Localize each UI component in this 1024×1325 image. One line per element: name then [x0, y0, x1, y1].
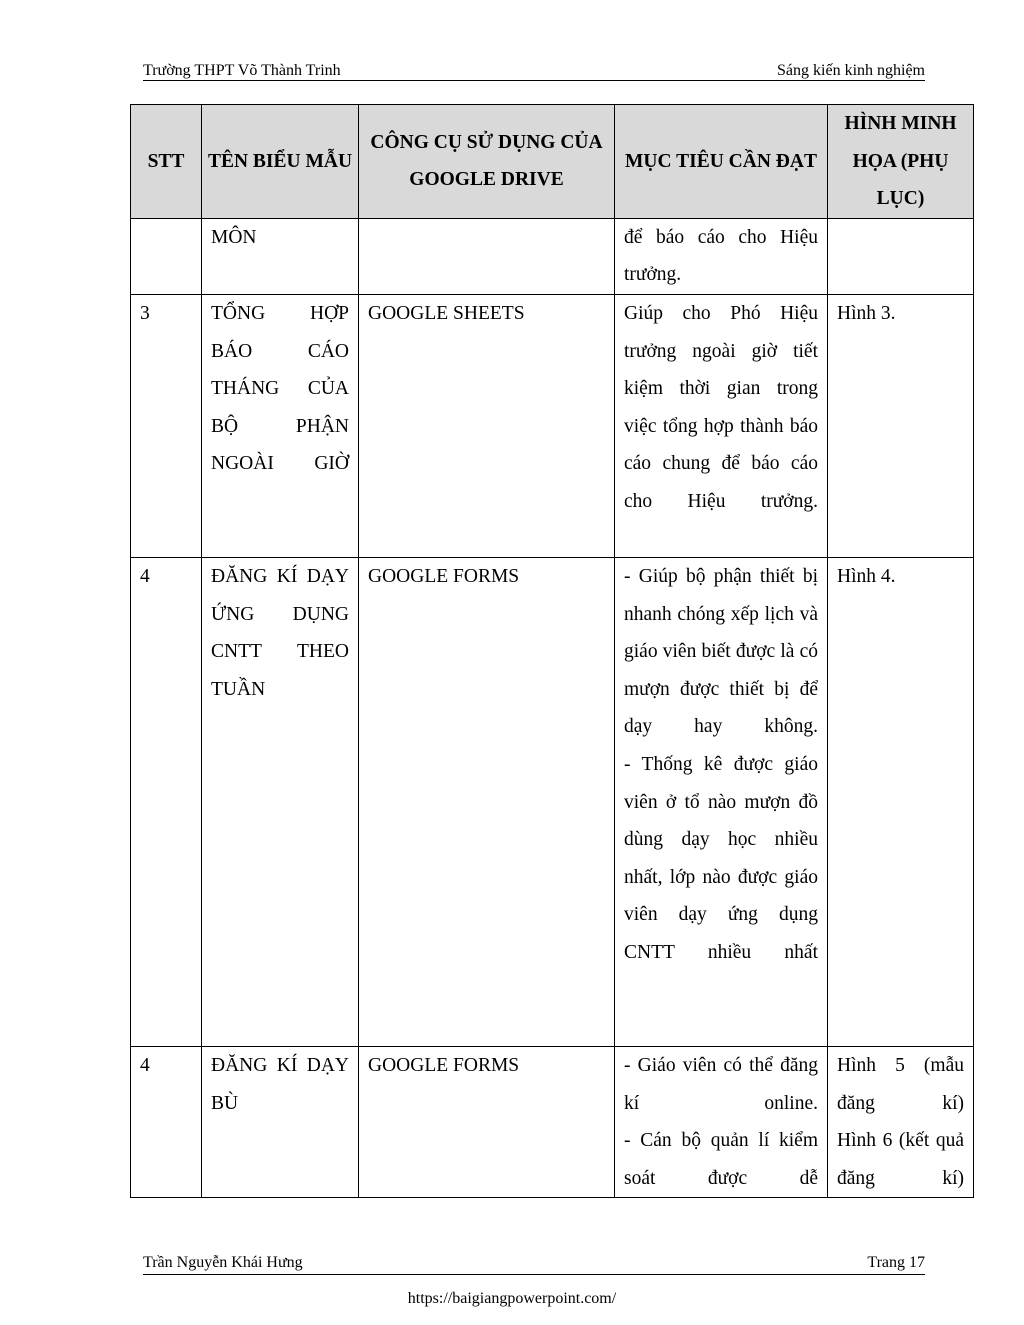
document-type: Sáng kiến kinh nghiệm — [777, 62, 925, 79]
cell-goal — [615, 1046, 828, 1197]
page-header — [143, 60, 925, 81]
column-header-stt: STT — [131, 105, 202, 219]
cell-figure — [828, 1046, 974, 1197]
column-header-goal: MỤC TIÊU CẦN ĐẠT — [615, 105, 828, 219]
page-footer — [143, 1254, 925, 1275]
cell-goal — [615, 557, 828, 1046]
column-header-figure: HÌNH MINH HỌA (PHỤ LỤC) — [828, 105, 974, 219]
cell-name: TỔNG HỢP BÁO CÁO THÁNG CỦA BỘ PHẬN NGOÀI GIỜ — [202, 294, 359, 557]
goal-item: - Giáo viên có thể đăng kí online. — [624, 1054, 818, 1114]
cell-tool — [359, 218, 615, 294]
goal-item: - Cán bộ quản lí kiểm soát được dễ — [624, 1130, 818, 1189]
cell-name: MÔN — [202, 218, 359, 294]
table-row — [131, 294, 974, 557]
author-name: Trần Nguyễn Khái Hưng — [143, 1254, 303, 1271]
forms-table — [130, 104, 974, 1198]
cell-name: ĐĂNG KÍ DẠY ỨNG DỤNG CNTT THEO TUẦN — [202, 557, 359, 1046]
cell-stt — [131, 218, 202, 294]
table-row — [131, 557, 974, 1046]
cell-figure — [828, 218, 974, 294]
table-row — [131, 218, 974, 294]
cell-stt: 3 — [131, 294, 202, 557]
cell-tool: GOOGLE FORMS — [359, 557, 615, 1046]
cell-goal: Giúp cho Phó Hiệu trưởng ngoài giờ tiết kiệm thời gian trong việc tổng hợp thành báo cáo chung để báo cáo cho Hiệu trưởng. — [615, 294, 828, 557]
cell-goal: để báo cáo cho Hiệu trưởng. — [615, 218, 828, 294]
cell-figure: Hình 4. — [828, 557, 974, 1046]
cell-stt: 4 — [131, 1046, 202, 1197]
goal-item: - Thống kê được giáo viên ở tổ nào mượn đồ dùng dạy học nhiều nhất, lớp nào được giáo viên dạy ứng dụng CNTT nhiều nhất — [624, 753, 818, 963]
cell-name: ĐĂNG KÍ DẠY BÙ — [202, 1046, 359, 1197]
school-name: Trường THPT Võ Thành Trinh — [143, 62, 341, 79]
column-header-tool: CÔNG CỤ SỬ DỤNG CỦA GOOGLE DRIVE — [359, 105, 615, 219]
goal-item: - Giúp bộ phận thiết bị nhanh chóng xếp lịch và giáo viên biết được là có mượn được thiết bị để dạy hay không. — [624, 565, 818, 738]
page-number: Trang 17 — [867, 1254, 925, 1271]
source-url: https://baigiangpowerpoint.com/ — [407, 1290, 617, 1307]
figure-item: Hình 5 (mẫu đăng kí) — [837, 1054, 964, 1114]
table-header-row — [131, 105, 974, 219]
cell-tool: GOOGLE FORMS — [359, 1046, 615, 1197]
column-header-name: TÊN BIỂU MẪU — [202, 105, 359, 219]
table-row — [131, 1046, 974, 1197]
cell-stt: 4 — [131, 557, 202, 1046]
figure-item: Hình 6 (kết quả đăng kí) — [837, 1130, 964, 1189]
cell-figure: Hình 3. — [828, 294, 974, 557]
cell-tool: GOOGLE SHEETS — [359, 294, 615, 557]
